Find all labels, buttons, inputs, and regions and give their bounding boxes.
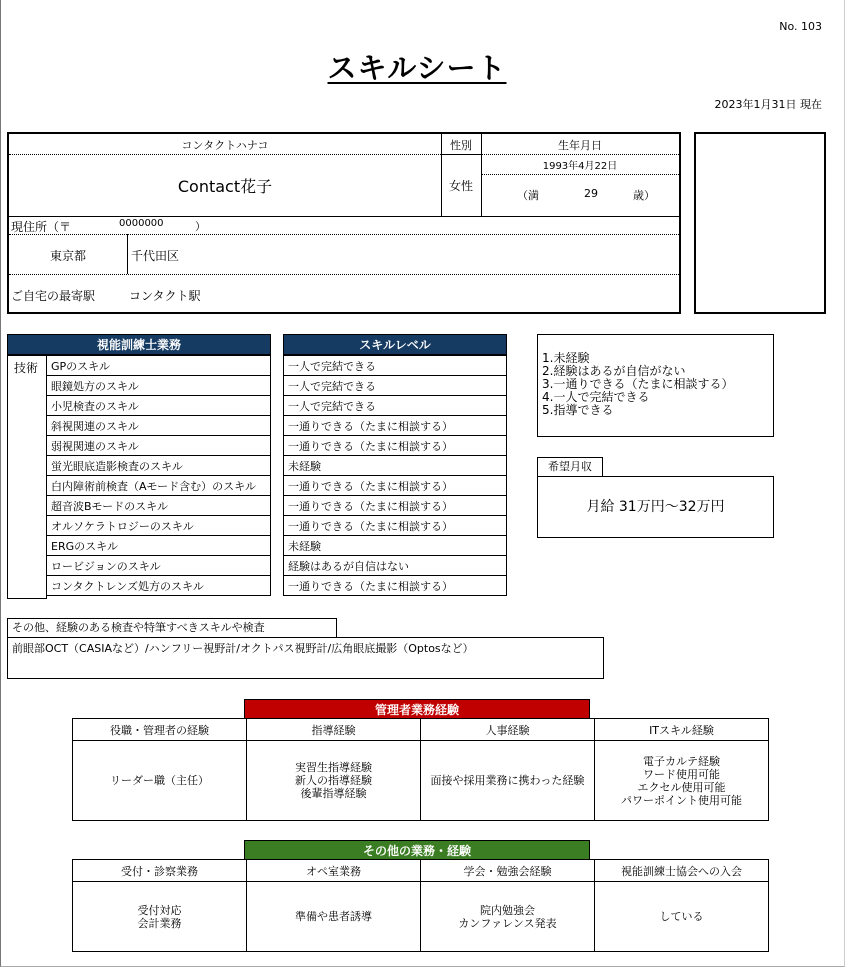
other-work-col-header: 学会・勉強会経験 — [421, 860, 595, 882]
skill-name: 斜視関連のスキル — [47, 416, 271, 436]
other-skills-value: 前眼部OCT（CASIAなど）/ハンフリー視野計/オクトパス視野計/広角眼底撮影（Optosなど） — [7, 637, 604, 679]
skill-level: 経験はあるが自信はない — [284, 556, 507, 576]
other-work-cell: している — [595, 882, 769, 952]
skill-row — [47, 496, 271, 516]
legend-item: 1.未経験 — [542, 351, 590, 365]
skill-name: ERGのスキル — [47, 536, 271, 556]
other-work-col-header: 視能訓練士協会への入会 — [595, 860, 769, 882]
management-col-header: 人事経験 — [421, 719, 595, 741]
legend-item: 4.一人で完結できる — [542, 390, 650, 404]
skill-level-row — [284, 396, 507, 416]
age-value: 29 — [584, 187, 598, 200]
name-kana: コンタクトハナコ — [181, 139, 269, 152]
skill-name: 小児検査のスキル — [47, 396, 271, 416]
skill-row — [47, 356, 271, 376]
other-work-header: その他の業務・経験 — [244, 840, 590, 860]
address-label: 現住所（〒 — [11, 220, 72, 234]
skill-level-row — [284, 496, 507, 516]
management-cell: リーダー職（主任） — [73, 741, 247, 821]
skill-level: 一通りできる（たまに相談する） — [284, 576, 507, 596]
birth-date: 1993年4月22日 — [542, 161, 618, 172]
skill-row — [47, 436, 271, 456]
profile-block — [7, 132, 681, 314]
management-experience-header: 管理者業務経験 — [244, 699, 590, 719]
skill-level: 未経験 — [284, 536, 507, 556]
nearest-station: コンタクト駅 — [129, 289, 201, 303]
page-title: スキルシート — [327, 51, 507, 85]
skill-level-row — [284, 376, 507, 396]
skill-level: 一通りできる（たまに相談する） — [284, 416, 507, 436]
skill-level-row — [284, 516, 507, 536]
skill-level: 一通りできる（たまに相談する） — [284, 496, 507, 516]
skill-row — [47, 456, 271, 476]
skill-row — [47, 536, 271, 556]
other-work-col-header: オペ室業務 — [247, 860, 421, 882]
skill-row — [47, 476, 271, 496]
skill-level: 一通りできる（たまに相談する） — [284, 476, 507, 496]
skill-level-legend — [537, 334, 774, 437]
skill-name: 超音波Bモードのスキル — [47, 496, 271, 516]
as-of-date: 2023年1月31日 現在 — [714, 98, 822, 111]
skill-name: 白内障術前検査（Aモード含む）のスキル — [47, 476, 271, 496]
management-cell: 電子カルテ経験 ワード使用可能 エクセル使用可能 パワーポイント使用可能 — [595, 741, 769, 821]
other-work-col-header: 受付・診察業務 — [73, 860, 247, 882]
desired-salary-value: 月給 31万円〜32万円 — [537, 476, 774, 538]
skills-table — [46, 355, 271, 596]
age-prefix: （満 — [517, 189, 539, 202]
skill-level-row — [284, 356, 507, 376]
photo-box — [694, 132, 826, 314]
other-work-cell: 準備や患者誘導 — [247, 882, 421, 952]
age-suffix: 歳） — [633, 189, 655, 202]
prefecture: 東京都 — [49, 249, 86, 263]
document-number: No. 103 — [779, 20, 822, 33]
skill-row — [47, 396, 271, 416]
skill-row — [47, 416, 271, 436]
postal-code: 0000000 — [119, 218, 164, 229]
management-cell: 面接や採用業務に携わった経験 — [421, 741, 595, 821]
skill-level: 一通りできる（たまに相談する） — [284, 516, 507, 536]
skill-row — [47, 376, 271, 396]
station-label: ご自宅の最寄駅 — [11, 289, 96, 303]
gender-value: 女性 — [448, 179, 473, 193]
birth-date-label: 生年月日 — [558, 139, 602, 152]
legend-item: 3.一通りできる（たまに相談する） — [542, 377, 734, 391]
skill-name: オルソケラトロジーのスキル — [47, 516, 271, 536]
management-cell: 実習生指導経験 新人の指導経験 後輩指導経験 — [247, 741, 421, 821]
skill-name: 弱視関連のスキル — [47, 436, 271, 456]
skill-level-row — [284, 416, 507, 436]
other-skills-label: その他、経験のある検査や特筆すべきスキルや検査 — [7, 618, 337, 638]
management-table — [72, 718, 769, 821]
other-work-table — [72, 859, 769, 952]
skill-category: 技術 — [7, 355, 47, 599]
gender-label: 性別 — [450, 139, 472, 152]
skill-row — [47, 556, 271, 576]
other-work-cell: 院内勉強会 カンファレンス発表 — [421, 882, 595, 952]
management-col-header: 役職・管理者の経験 — [73, 719, 247, 741]
skill-name: 眼鏡処方のスキル — [47, 376, 271, 396]
skills-header: 視能訓練士業務 — [7, 334, 271, 355]
desired-salary-label: 希望月収 — [537, 457, 603, 477]
skill-level: 未経験 — [284, 456, 507, 476]
skill-name: コンタクトレンズ処方のスキル — [47, 576, 271, 596]
legend-item: 5.指導できる — [542, 403, 614, 417]
city: 千代田区 — [131, 249, 180, 263]
skill-level-header: スキルレベル — [283, 334, 507, 355]
skill-level-row — [284, 436, 507, 456]
skill-name: 蛍光眼底造影検査のスキル — [47, 456, 271, 476]
legend-item: 2.経験はあるが自信がない — [542, 364, 686, 378]
skill-level: 一人で完結できる — [284, 376, 507, 396]
full-name: Contact花子 — [177, 177, 273, 196]
skill-level-row — [284, 456, 507, 476]
skill-level-row — [284, 556, 507, 576]
skill-row — [47, 516, 271, 536]
other-work-cell: 受付対応 会計業務 — [73, 882, 247, 952]
skill-level: 一通りできる（たまに相談する） — [284, 436, 507, 456]
skill-row — [47, 576, 271, 596]
skill-level-table — [283, 355, 507, 596]
skill-name: ロービジョンのスキル — [47, 556, 271, 576]
management-col-header: ITスキル経験 — [595, 719, 769, 741]
address-close: ） — [195, 220, 206, 233]
skill-level: 一人で完結できる — [284, 356, 507, 376]
skill-level-row — [284, 476, 507, 496]
skill-level-row — [284, 536, 507, 556]
management-col-header: 指導経験 — [247, 719, 421, 741]
skill-level: 一人で完結できる — [284, 396, 507, 416]
skill-name: GPのスキル — [47, 356, 271, 376]
skill-level-row — [284, 576, 507, 596]
